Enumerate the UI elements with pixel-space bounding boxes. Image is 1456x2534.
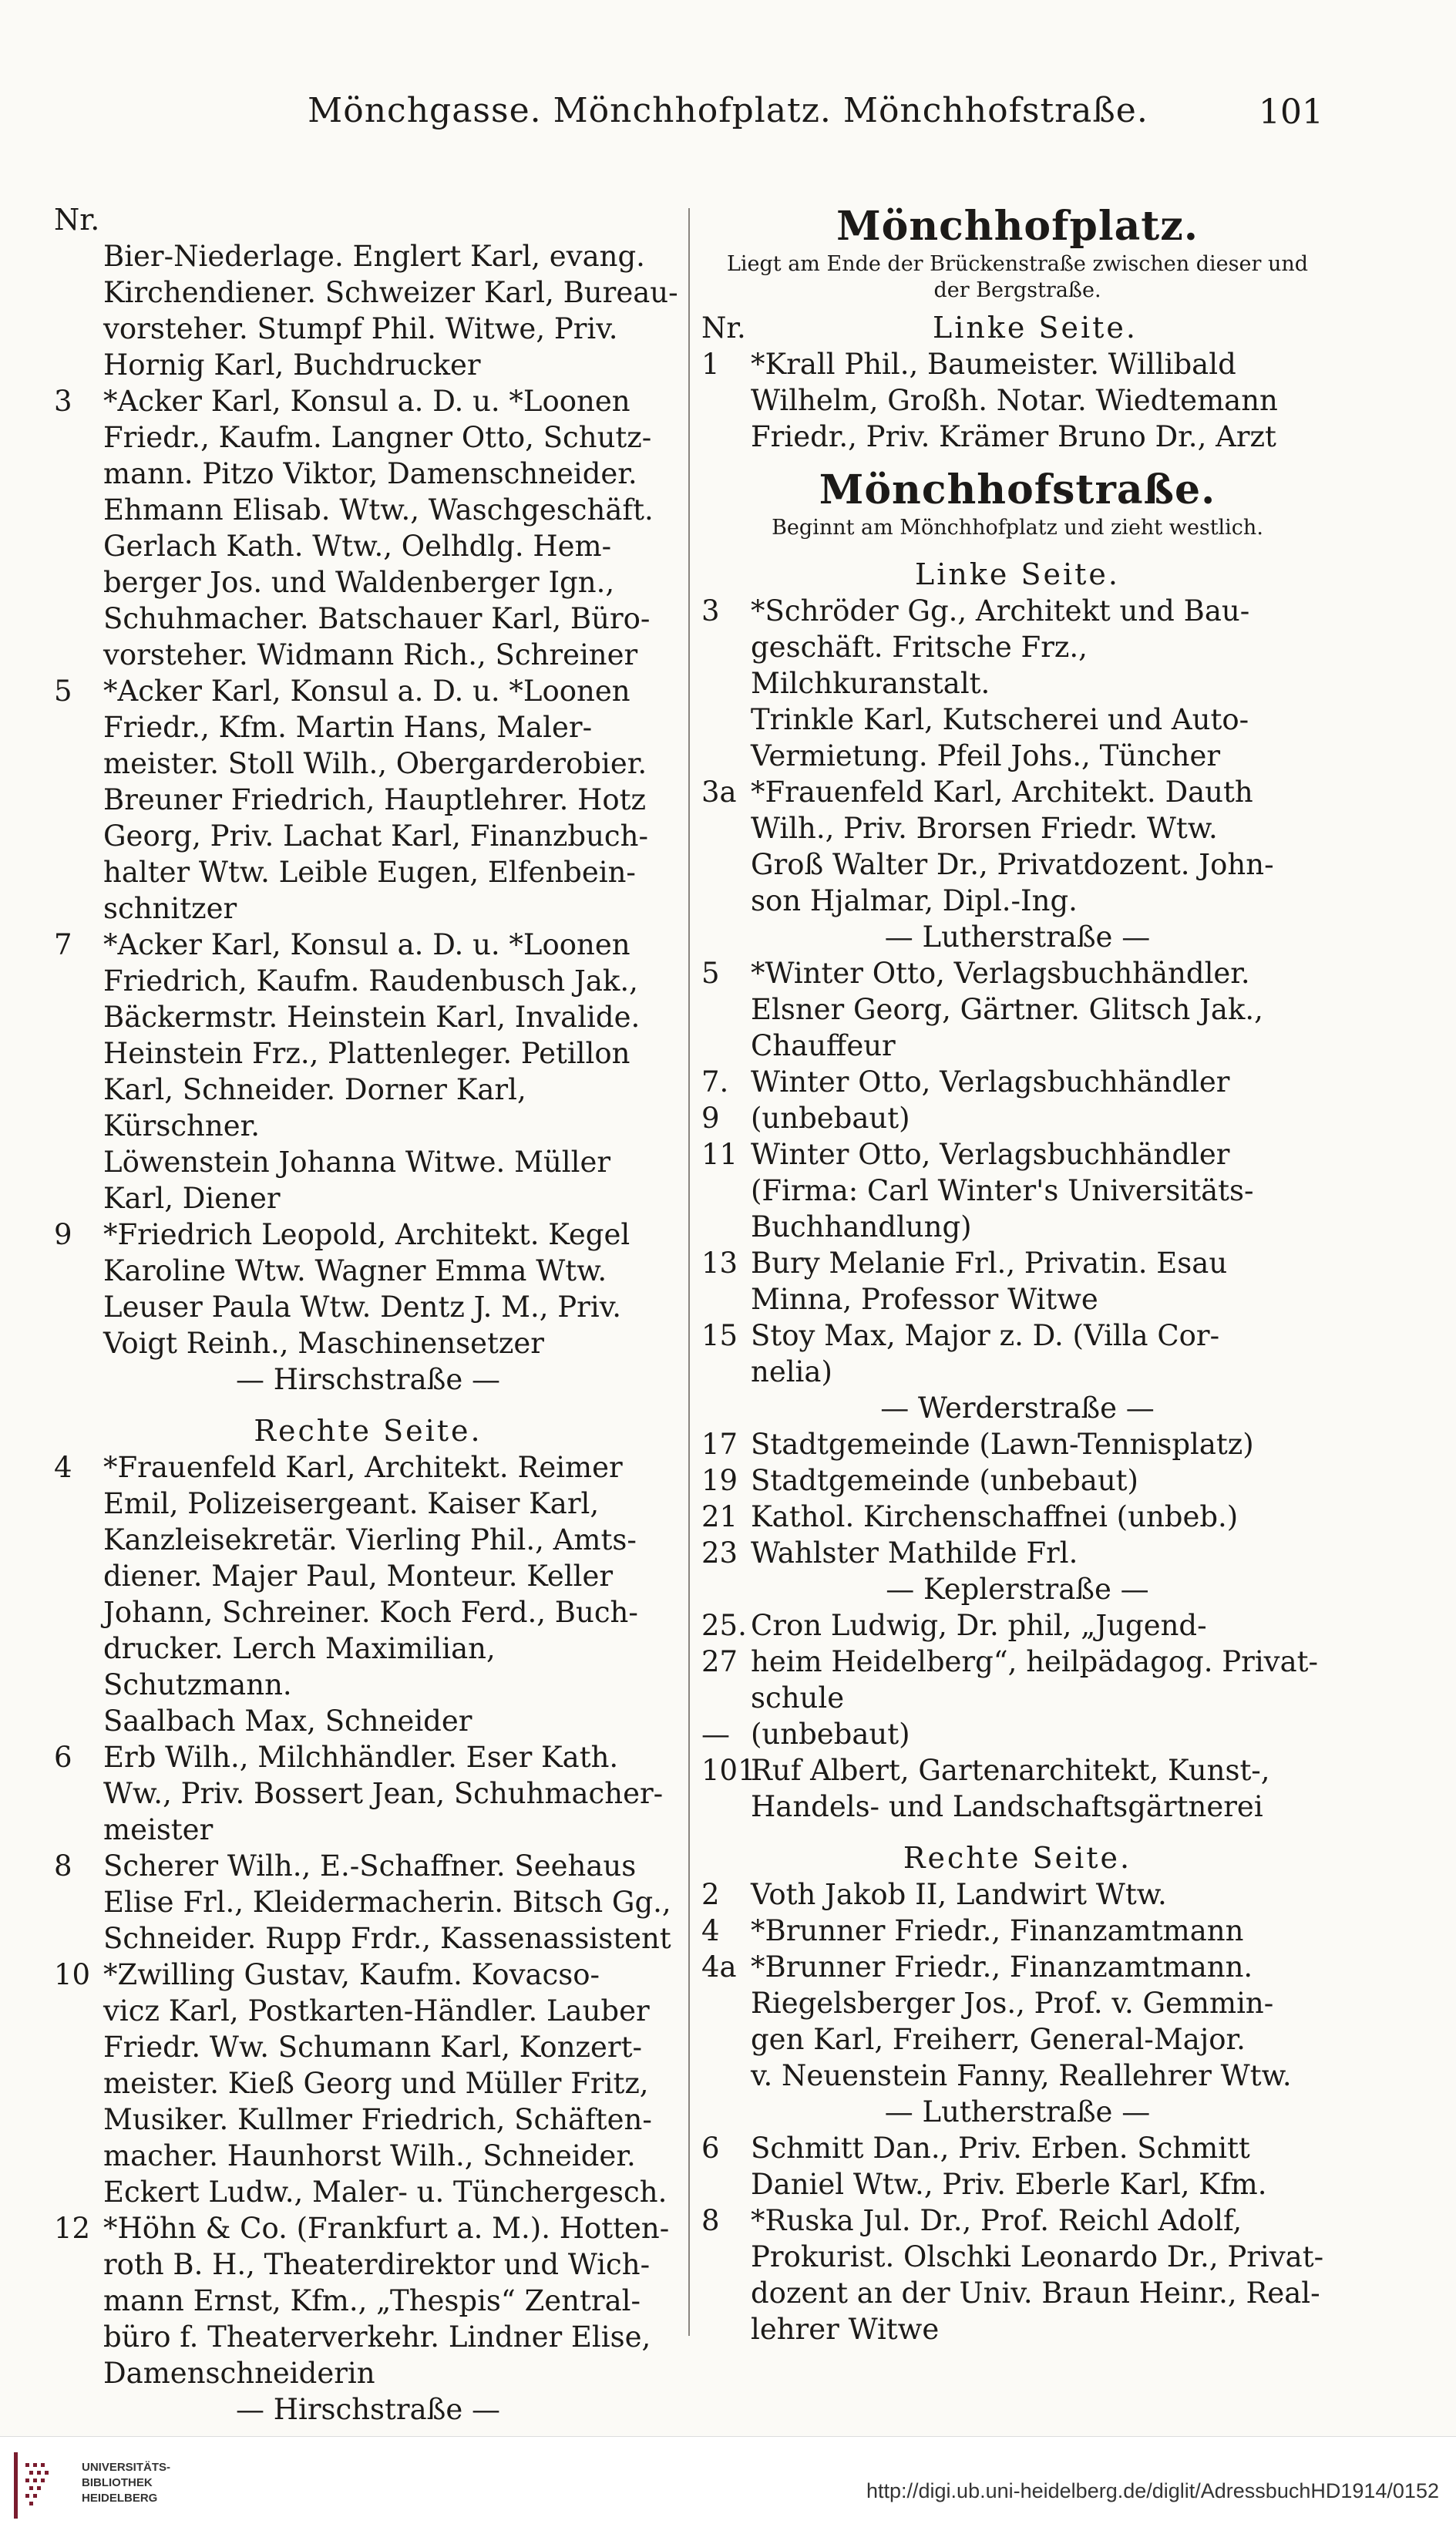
house-number: 12: [54, 2212, 91, 2245]
house-number: [54, 238, 103, 383]
entry-text: Schmitt Dan., Priv. Erben. Schmitt Daniel Wtw., Priv. Eberle Karl, Kfm.: [751, 2132, 1267, 2201]
house-number: 1: [701, 348, 720, 381]
directory-entry: [54, 383, 682, 673]
side-heading: Rechte Seite.: [903, 1841, 1132, 1875]
directory-entry: [701, 2130, 1333, 2203]
directory-entry: [54, 1848, 682, 1957]
cross-street: — Lutherstraße —: [884, 2095, 1151, 2128]
entry-text: *Frauenfeld Karl, Architekt. Dauth Wilh., Priv. Brorsen Friedr. Wtw. Groß Walter Dr., Privatdozent. John- son Hjalmar, Dipl.-Ing.: [751, 776, 1274, 917]
running-title: Mönchgasse. Mönchhofplatz. Mönchhofstraße.: [308, 91, 1148, 130]
house-number: 10: [54, 1958, 91, 1991]
directory-entry: [54, 1957, 682, 2210]
page-number: 101: [1259, 93, 1323, 132]
column-divider: [688, 208, 690, 2336]
cross-street: — Hirschstraße —: [235, 2393, 501, 2426]
entry-text: Stoy Max, Major z. D. (Villa Cor- nelia): [751, 1319, 1220, 1388]
side-heading: Linke Seite.: [915, 557, 1120, 591]
entry-text: *Frauenfeld Karl, Architekt. Reimer Emil, Polizeisergeant. Kaiser Karl, Kanzleisekretär. Vierling Phil., Amts- diener. Majer Paul, Monteur. Keller Johann, Schreiner. Koch Ferd., Buch- drucker. Lerch Maximilian, Schutzmann. Saalbach Max, Schneider: [103, 1451, 638, 1738]
entry-text: Stadtgemeinde (unbebaut): [751, 1464, 1138, 1497]
house-number: 25. 27: [701, 1609, 747, 1678]
directory-entry: [701, 955, 1333, 1064]
footer-bar: [0, 2436, 1456, 2534]
entry-text: *Ruska Jul. Dr., Prof. Reichl Adolf, Prokurist. Olschki Leonardo Dr., Privat- dozent an der Univ. Braun Heinr., Real- lehrer Witwe: [751, 2204, 1324, 2346]
entry-text: Erb Wilh., Milchhändler. Eser Kath. Ww., Priv. Bossert Jean, Schuhmacher- meister: [103, 1741, 664, 1846]
directory-entry: [54, 927, 682, 1217]
entry-text: *Höhn & Co. (Frankfurt a. M.). Hotten- roth B. H., Theaterdirektor und Wich- mann Ernst, Kfm., „Thespis“ Zentral- büro f. Theaterverkehr. Lindner Elise, Damenschneiderin: [103, 2212, 670, 2390]
entry-text: *Friedrich Leopold, Architekt. Kegel Karoline Wtw. Wagner Emma Wtw. Leuser Paula Wtw. Dentz J. M., Priv. Voigt Reinh., Maschinensetzer: [103, 1218, 630, 1360]
entry-text: Scherer Wilh., E.-Schaffner. Seehaus Elise Frl., Kleidermacherin. Bitsch Gg., Schneider. Rupp Frdr., Kassenassistent: [103, 1849, 671, 1955]
house-number: 6: [701, 2132, 720, 2165]
side-heading: Rechte Seite.: [254, 1414, 483, 1448]
entry-text: Winter Otto, Verlagsbuchhändler (unbebaut): [751, 1065, 1230, 1135]
directory-entry: [701, 1136, 1333, 1245]
entry-text: *Zwilling Gustav, Kaufm. Kovacso- vicz Karl, Postkarten-Händler. Lauber Friedr. Ww. Schumann Karl, Konzert- meister. Kieß Georg und Müller Fritz, Musiker. Kullmer Friedrich, Schäften- macher. Haunhorst Wilh., Schneider. Eckert Ludw., Maler- u. Tünchergesch.: [103, 1958, 667, 2209]
house-number: 23: [701, 1536, 738, 1570]
entry-text: *Acker Karl, Konsul a. D. u. *Loonen Friedrich, Kaufm. Raudenbusch Jak., Bäckermstr. Heinstein Karl, Invalide. Heinstein Frz., Plattenleger. Petillon Karl, Schneider. Dorner Karl, Kürschner. Löwenstein Johanna Witwe. Müller Karl, Diener: [103, 928, 641, 1215]
house-number: 7. 9: [701, 1065, 729, 1135]
entry-text: *Winter Otto, Verlagsbuchhändler. Elsner Georg, Gärtner. Glitsch Jak., Chauffeur: [751, 957, 1263, 1062]
directory-entry: [701, 1245, 1333, 1317]
street-description: Beginnt am Mönchhofplatz und zieht westlich.: [772, 516, 1263, 540]
directory-entry: [54, 1449, 682, 1739]
entry-text: Cron Ludwig, Dr. phil, „Jugend- heim Heidelberg“, heilpädagog. Privat- schule: [751, 1609, 1319, 1715]
directory-entry: [701, 1535, 1333, 1571]
entry-text: Voth Jakob II, Landwirt Wtw.: [751, 1878, 1167, 1911]
house-number: 7: [54, 928, 72, 961]
library-name: [82, 2460, 170, 2506]
street-heading: Mönchhofstraße.: [819, 466, 1216, 513]
cross-street: — Werderstraße —: [880, 1392, 1155, 1425]
library-name-line-2: BIBLIOTHEK: [82, 2476, 153, 2489]
directory-entry: [701, 1499, 1333, 1535]
entry-text: (unbebaut): [751, 1718, 910, 1751]
entry-text: *Krall Phil., Baumeister. Willibald Wilhelm, Großh. Notar. Wiedtemann Friedr., Priv. Krämer Bruno Dr., Arzt: [751, 348, 1278, 453]
entry-text: *Brunner Friedr., Finanzamtmann. Riegelsberger Jos., Prof. v. Gemmin- gen Karl, Freiherr, General-Major. v. Neuenstein Fanny, Reallehrer Wtw.: [751, 1950, 1292, 2092]
ub-heidelberg-logo-icon: [14, 2452, 72, 2519]
directory-entry: [701, 2203, 1333, 2347]
directory-entry: [701, 1752, 1333, 1825]
directory-entry: [54, 1217, 682, 1361]
cross-street: — Keplerstraße —: [886, 1573, 1149, 1606]
house-number: 19: [701, 1464, 738, 1497]
directory-entry: [701, 1913, 1333, 1949]
entry-text: Winter Otto, Verlagsbuchhändler (Firma: Carl Winter's Universitäts- Buchhandlung): [751, 1138, 1254, 1243]
house-number: 21: [701, 1500, 738, 1533]
cross-street: — Hirschstraße —: [235, 1363, 501, 1396]
house-number: 3: [701, 594, 720, 628]
source-url-link[interactable]: http://digi.ub.uni-heidelberg.de/diglit/AdressbuchHD1914/0152: [866, 2479, 1439, 2502]
side-heading: Linke Seite.: [933, 311, 1138, 345]
nr-label: Nr.: [54, 203, 100, 237]
house-number: 4: [701, 1914, 720, 1947]
directory-entry: [54, 2210, 682, 2391]
entry-text: Kathol. Kirchenschaffnei (unbeb.): [751, 1500, 1239, 1533]
column-subheading: [701, 310, 1333, 346]
street-heading: Mönchhofplatz.: [836, 203, 1199, 250]
directory-entry: [701, 774, 1333, 919]
house-number: 101: [701, 1754, 756, 1787]
directory-entry: [701, 1426, 1333, 1462]
library-name-line-3: HEIDELBERG: [82, 2492, 158, 2505]
entry-text: *Acker Karl, Konsul a. D. u. *Loonen Friedr., Kaufm. Langner Otto, Schutz- mann. Pitzo Viktor, Damenschneider. Ehmann Elisab. Wtw., Waschgeschäft. Gerlach Kath. Wtw., Oelhdlg. Hem- berger Jos. und Waldenberger Ign., Schuhmacher. Batschauer Karl, Büro- vorsteher. Widmann Rich., Schreiner: [103, 385, 654, 671]
house-number: 17: [701, 1428, 738, 1461]
directory-entry: [701, 1949, 1333, 2094]
right-column: [701, 202, 1333, 2347]
directory-entry: [54, 673, 682, 927]
house-number: 8: [54, 1849, 72, 1883]
house-number: —: [701, 1718, 730, 1751]
left-column: [54, 202, 682, 2428]
entry-text: Bury Melanie Frl., Privatin. Esau Minna, Professor Witwe: [751, 1247, 1228, 1316]
house-number: 3a: [701, 776, 737, 809]
directory-entry: [54, 238, 682, 383]
directory-entry: [701, 593, 1333, 774]
entry-text: *Brunner Friedr., Finanzamtmann: [751, 1914, 1244, 1947]
house-number: 4a: [701, 1950, 737, 1984]
directory-entry: [701, 1607, 1333, 1716]
house-number: 5: [701, 957, 720, 990]
house-number: 9: [54, 1218, 72, 1251]
library-name-line-1: UNIVERSITÄTS-: [82, 2461, 171, 2474]
entry-text: *Schröder Gg., Architekt und Bau- geschäft. Fritsche Frz., Milchkuranstalt. Trinkle Karl, Kutscherei und Auto- Vermietung. Pfeil Johs., Tüncher: [751, 594, 1250, 772]
nr-label: Nr.: [701, 311, 746, 345]
house-number: 11: [701, 1138, 738, 1171]
house-number: 8: [701, 2204, 720, 2237]
directory-entry: [701, 1876, 1333, 1913]
street-description: Liegt am Ende der Brückenstraße zwischen dieser und der Bergstraße.: [726, 252, 1309, 302]
house-number: 2: [701, 1878, 720, 1911]
cross-street: — Lutherstraße —: [884, 920, 1151, 954]
house-number: 5: [54, 675, 72, 708]
house-number: 13: [701, 1247, 738, 1280]
house-number: 15: [701, 1319, 738, 1352]
directory-entry: [701, 1064, 1333, 1136]
entry-text: Bier-Niederlage. Englert Karl, evang. Kirchendiener. Schweizer Karl, Bureau- vorsteher. Stumpf Phil. Witwe, Priv. Hornig Karl, Buchdrucker: [103, 240, 678, 382]
house-number: 6: [54, 1741, 72, 1774]
entry-text: Ruf Albert, Gartenarchitekt, Kunst-, Handels- und Landschaftsgärtnerei: [751, 1754, 1270, 1823]
directory-entry: [701, 1716, 1333, 1752]
directory-entry: [701, 346, 1333, 455]
directory-entry: [54, 1739, 682, 1848]
entry-text: Stadtgemeinde (Lawn-Tennisplatz): [751, 1428, 1254, 1461]
directory-entry: [701, 1462, 1333, 1499]
entry-text: *Acker Karl, Konsul a. D. u. *Loonen Friedr., Kfm. Martin Hans, Maler- meister. Stoll Wilh., Obergarderobier. Breuner Friedrich, Hauptlehrer. Hotz Georg, Priv. Lachat Karl, Finanzbuch- halter Wtw. Leible Eugen, Elfenbein- schnitzer: [103, 675, 648, 925]
directory-entry: [701, 1317, 1333, 1390]
entry-text: Wahlster Mathilde Frl.: [751, 1536, 1078, 1570]
house-number: 3: [54, 385, 72, 418]
house-number: 4: [54, 1451, 72, 1484]
